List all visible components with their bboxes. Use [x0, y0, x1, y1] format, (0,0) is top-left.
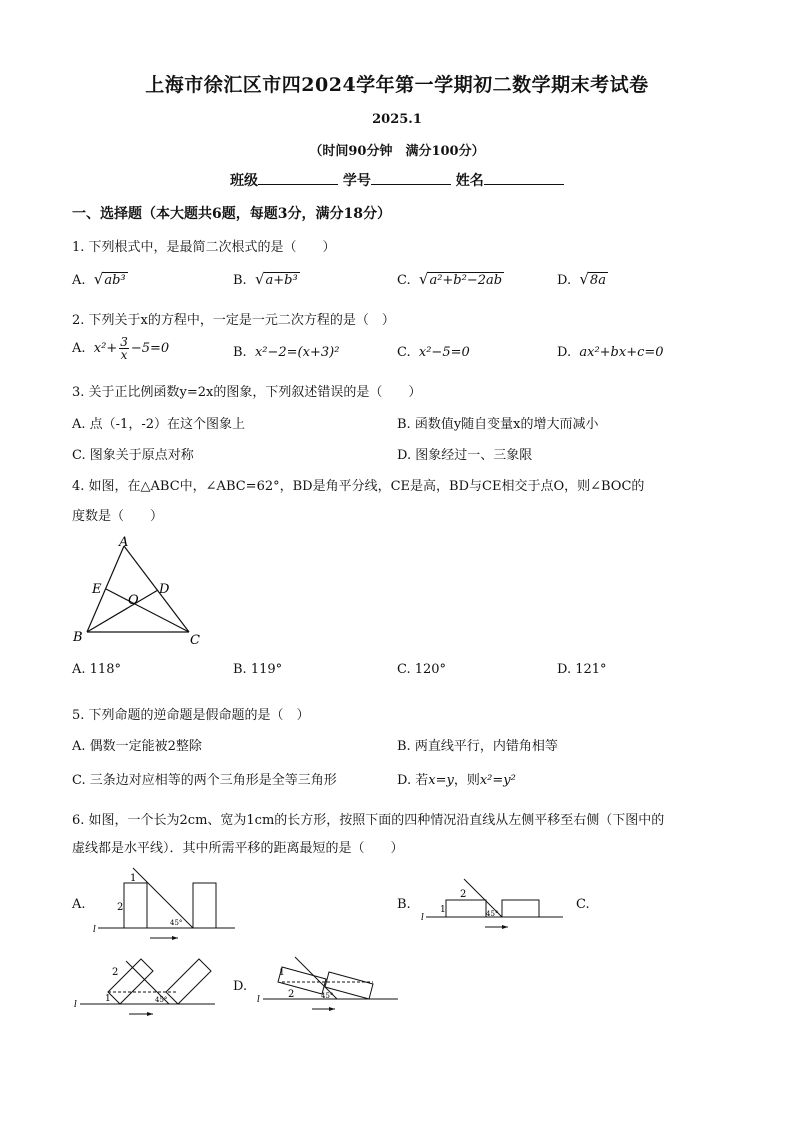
svg-text:l: l — [74, 1000, 77, 1010]
id-blank — [371, 170, 451, 185]
svg-text:2: 2 — [112, 967, 119, 978]
exam-time-note: （时间90分钟 满分100分） — [309, 144, 485, 159]
svg-text:45°: 45° — [155, 996, 168, 1004]
q6-figure-b — [418, 876, 568, 932]
svg-text:1: 1 — [440, 905, 446, 915]
q6-figure-d — [255, 955, 405, 1021]
name-blank — [484, 170, 564, 185]
q5-option-b: B. 两直线平行，内错角相等 — [397, 739, 558, 754]
svg-text:2: 2 — [288, 989, 295, 1000]
student-info-line — [230, 170, 564, 190]
section-title: 一、选择题（本大题共6题，每题3分，满分18分） — [72, 206, 391, 222]
q2-option-a: A. x²+ $\frac{3}{x}$ −5=0 — [72, 335, 170, 362]
q4-stem-line2: 度数是（ ） — [72, 509, 164, 524]
q6-option-a-label: A. — [72, 897, 86, 912]
q6-figure-a — [90, 866, 240, 942]
svg-text:2: 2 — [117, 902, 124, 913]
q1-stem: 1. 下列根式中，是最简二次根式的是（ ） — [72, 240, 336, 255]
svg-text:l: l — [421, 913, 424, 923]
q2-stem: 2. 下列关于x的方程中，一定是一元二次方程的是（ ） — [72, 313, 395, 328]
q4-stem-line1: 4. 如图，在△ABC中，∠ABC=62°，BD是角平分线，CE是高，BD与CE相交于点O，则∠BOC的 — [72, 479, 645, 494]
q6-option-d-label: D. — [233, 979, 248, 994]
svg-text:l: l — [93, 925, 96, 935]
label-E: E — [92, 582, 102, 597]
class-blank — [258, 170, 338, 185]
svg-text:45°: 45° — [321, 992, 334, 1000]
q1-option-c: C. √a²+b²−2ab — [397, 270, 503, 288]
label-O: O — [128, 593, 139, 608]
exam-date: 2025.1 — [372, 112, 422, 127]
q4-option-a: A. 118° — [72, 662, 121, 677]
svg-text:45°: 45° — [170, 919, 183, 927]
q3-option-b: B. 函数值y随自变量x的增大而减小 — [397, 417, 599, 432]
q6-option-b-label: B. — [397, 897, 411, 912]
q2-option-b: B. x²−2=(x+3)² — [233, 345, 340, 360]
q6-stem-line2: 虚线都是水平线）．其中所需平移的距离最短的是（ ） — [72, 841, 404, 856]
svg-text:2: 2 — [460, 889, 467, 900]
name-label: 姓名 — [455, 173, 484, 189]
q1-option-d: D. √8a — [557, 270, 606, 288]
label-B: B — [73, 630, 83, 645]
q6-option-c-label: C. — [576, 897, 590, 912]
svg-text:1: 1 — [105, 994, 111, 1004]
q5-option-c: C. 三条边对应相等的两个三角形是全等三角形 — [72, 773, 337, 788]
label-A: A — [119, 535, 129, 550]
q2-option-c: C. x²−5=0 — [397, 345, 470, 360]
class-label: 班级 — [230, 173, 258, 189]
exam-title: 上海市徐汇区市四2024学年第一学期初二数学期末考试卷 — [145, 74, 649, 96]
q5-option-d: D. 若x=y，则x²=y² — [397, 773, 516, 788]
q6-figure-c — [72, 955, 222, 1021]
q3-option-c: C. 图象关于原点对称 — [72, 448, 194, 463]
q1-option-b: B. √a+b³ — [233, 270, 298, 288]
q2-option-d: D. ax²+bx+c=0 — [557, 345, 664, 360]
svg-text:1: 1 — [130, 873, 137, 884]
q4-option-d: D. 121° — [557, 662, 607, 677]
q3-option-a: A. 点（-1，-2）在这个图象上 — [72, 417, 245, 432]
q3-option-d: D. 图象经过一、三象限 — [397, 448, 533, 463]
q4-option-c: C. 120° — [397, 662, 447, 677]
q6-stem-line1: 6. 如图，一个长为2cm、宽为1cm的长方形，按照下面的四种情况沿直线从左侧平移至右侧（下图中的 — [72, 813, 665, 828]
label-C: C — [190, 633, 200, 648]
svg-text:1: 1 — [279, 968, 285, 978]
svg-text:l: l — [257, 995, 260, 1005]
q3-stem: 3. 关于正比例函数y=2x的图象，下列叙述错误的是（ ） — [72, 385, 422, 400]
label-D: D — [159, 582, 170, 597]
q5-stem: 5. 下列命题的逆命题是假命题的是（ ） — [72, 708, 310, 723]
q5-option-a: A. 偶数一定能被2整除 — [72, 739, 202, 754]
q1-option-a: A. √ab³ — [72, 270, 126, 288]
svg-text:45°: 45° — [486, 910, 499, 918]
triangle-figure — [70, 532, 210, 652]
id-label: 学号 — [342, 173, 371, 189]
q4-option-b: B. 119° — [233, 662, 283, 677]
